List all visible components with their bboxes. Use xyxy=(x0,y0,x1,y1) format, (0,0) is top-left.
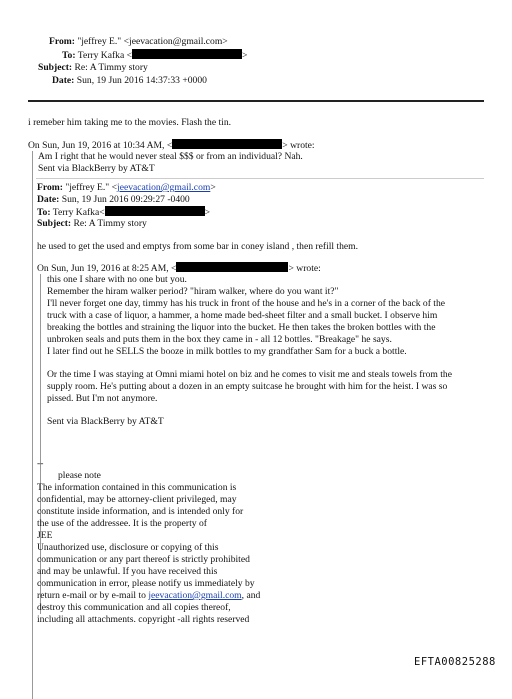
to-label: To: xyxy=(62,50,76,61)
disclaimer-line: The information contained in this communication is xyxy=(37,482,237,493)
header-divider xyxy=(28,100,484,102)
header-to-row xyxy=(62,49,247,62)
disclaimer-line: communication or any part thereof is strictly prohibited xyxy=(37,554,250,565)
date-label: Date: xyxy=(52,75,75,86)
disclaimer-line: JEE xyxy=(37,530,53,541)
subject-value: Re: A Timmy story xyxy=(74,62,148,73)
from-label: From: xyxy=(37,182,63,193)
redaction-bar xyxy=(105,206,205,216)
header-date-row xyxy=(52,75,207,87)
reply-text-1: i remeber him taking me to the movies. Flash the tin. xyxy=(28,117,232,128)
quote-divider xyxy=(36,178,484,179)
quote2-line: truck with a case of liquor, a hammer, a home made bed-sheet filter and a small bucket. I observe him xyxy=(47,310,438,321)
document-id-stamp: EFTA00825288 xyxy=(414,656,496,668)
subject-label: Subject: xyxy=(37,218,72,229)
date-value: Sun, 19 Jun 2016 14:37:33 +0000 xyxy=(76,75,207,86)
redaction-bar xyxy=(176,262,288,272)
footer-dashes: -- xyxy=(37,458,44,469)
to-tail: > xyxy=(242,50,248,61)
quote2-para2-line: supply room. He's putting about a dozen in an empty suitcase he brought with him for the heist. I was so xyxy=(47,381,448,392)
quote2-para2-line: Or the time I was staying at Omni miami hotel on biz and he comes to visit me and steals towels from the xyxy=(47,369,452,380)
quote2-line: breaking the bottles and straining the liquor into the bucket. He then takes the broken bottles with the xyxy=(47,322,436,333)
header-subject-row xyxy=(38,62,148,74)
from-value: "jeffrey E." <jeevacation@gmail.com> xyxy=(77,36,228,47)
redaction-bar xyxy=(132,49,242,59)
quote2-line: I'll never forget one day, timmy has his truck in front of the house and he's in a corner of the back of the xyxy=(47,298,446,309)
email-link[interactable]: jeevacation@gmail.com xyxy=(117,182,211,193)
quote2-line: unbroken seals and puts them in the box they came in - all 12 bottles. "Breakage" he says. xyxy=(47,334,392,345)
quote-bar-outer xyxy=(32,151,33,699)
disclaimer-line: the use of the addressee. It is the property of xyxy=(37,518,207,529)
to-label: To: xyxy=(37,207,51,218)
reply-text-2: he used to get the used and emptys from some bar in coney island , then refill them. xyxy=(37,241,359,252)
header2-date-row: Date: Sun, 19 Jun 2016 09:29:27 -0400 xyxy=(37,194,190,205)
disclaimer-email-line: return e-mail or by e-mail to jeevacation@gmail.com, and xyxy=(37,590,261,601)
redaction-bar xyxy=(172,139,282,149)
disclaimer-line: Unauthorized use, disclosure or copying of this xyxy=(37,542,219,553)
quote1-line2: Sent via BlackBerry by AT&T xyxy=(38,163,155,174)
disclaimer-line: destroy this communication and all copies thereof, xyxy=(37,602,231,613)
header2-to-row: To: Terry Kafka< > xyxy=(37,207,211,218)
footer-please-note: please note xyxy=(58,470,101,481)
quote1-intro: On Sun, Jun 19, 2016 at 10:34 AM, < > wrote: xyxy=(28,140,315,151)
quote2-signoff: Sent via BlackBerry by AT&T xyxy=(47,416,164,427)
disclaimer-line: communication in error, please notify us immediately by xyxy=(37,578,255,589)
disclaimer-line: including all attachments. copyright -all rights reserved xyxy=(37,614,250,625)
quote2-line: this one I share with no one but you. xyxy=(47,274,187,285)
disclaimer-line: confidential, may be attorney-client privileged, may xyxy=(37,494,237,505)
quote2-para2-line: pissed. But I'm not anymore. xyxy=(47,393,158,404)
email-link[interactable]: jeevacation@gmail.com xyxy=(148,590,242,601)
subject-label: Subject: xyxy=(38,62,73,73)
header2-from-row: From: "jeffrey E." <jeevacation@gmail.com> xyxy=(37,182,216,193)
disclaimer-line: constitute inside information, and is intended only for xyxy=(37,506,244,517)
to-value: Terry Kafka < xyxy=(77,50,133,61)
date-label: Date: xyxy=(37,194,60,205)
quote1-line1: Am I right that he would never steal $$$ or from an individual? Nah. xyxy=(38,151,303,162)
quote2-intro: On Sun, Jun 19, 2016 at 8:25 AM, < > wrote: xyxy=(37,263,321,274)
quote2-line: Remember the hiram walker period? "hiram walker, where do you want it?" xyxy=(47,286,339,297)
disclaimer-line: and may be unlawful. If you have received this xyxy=(37,566,218,577)
header-from-row xyxy=(49,36,228,48)
from-label: From: xyxy=(49,36,75,47)
header2-subject-row: Subject: Re: A Timmy story xyxy=(37,218,147,229)
quote2-line: I later find out he SELLS the booze in milk bottles to my grandfather Sam for a buck a bottle. xyxy=(47,346,407,357)
